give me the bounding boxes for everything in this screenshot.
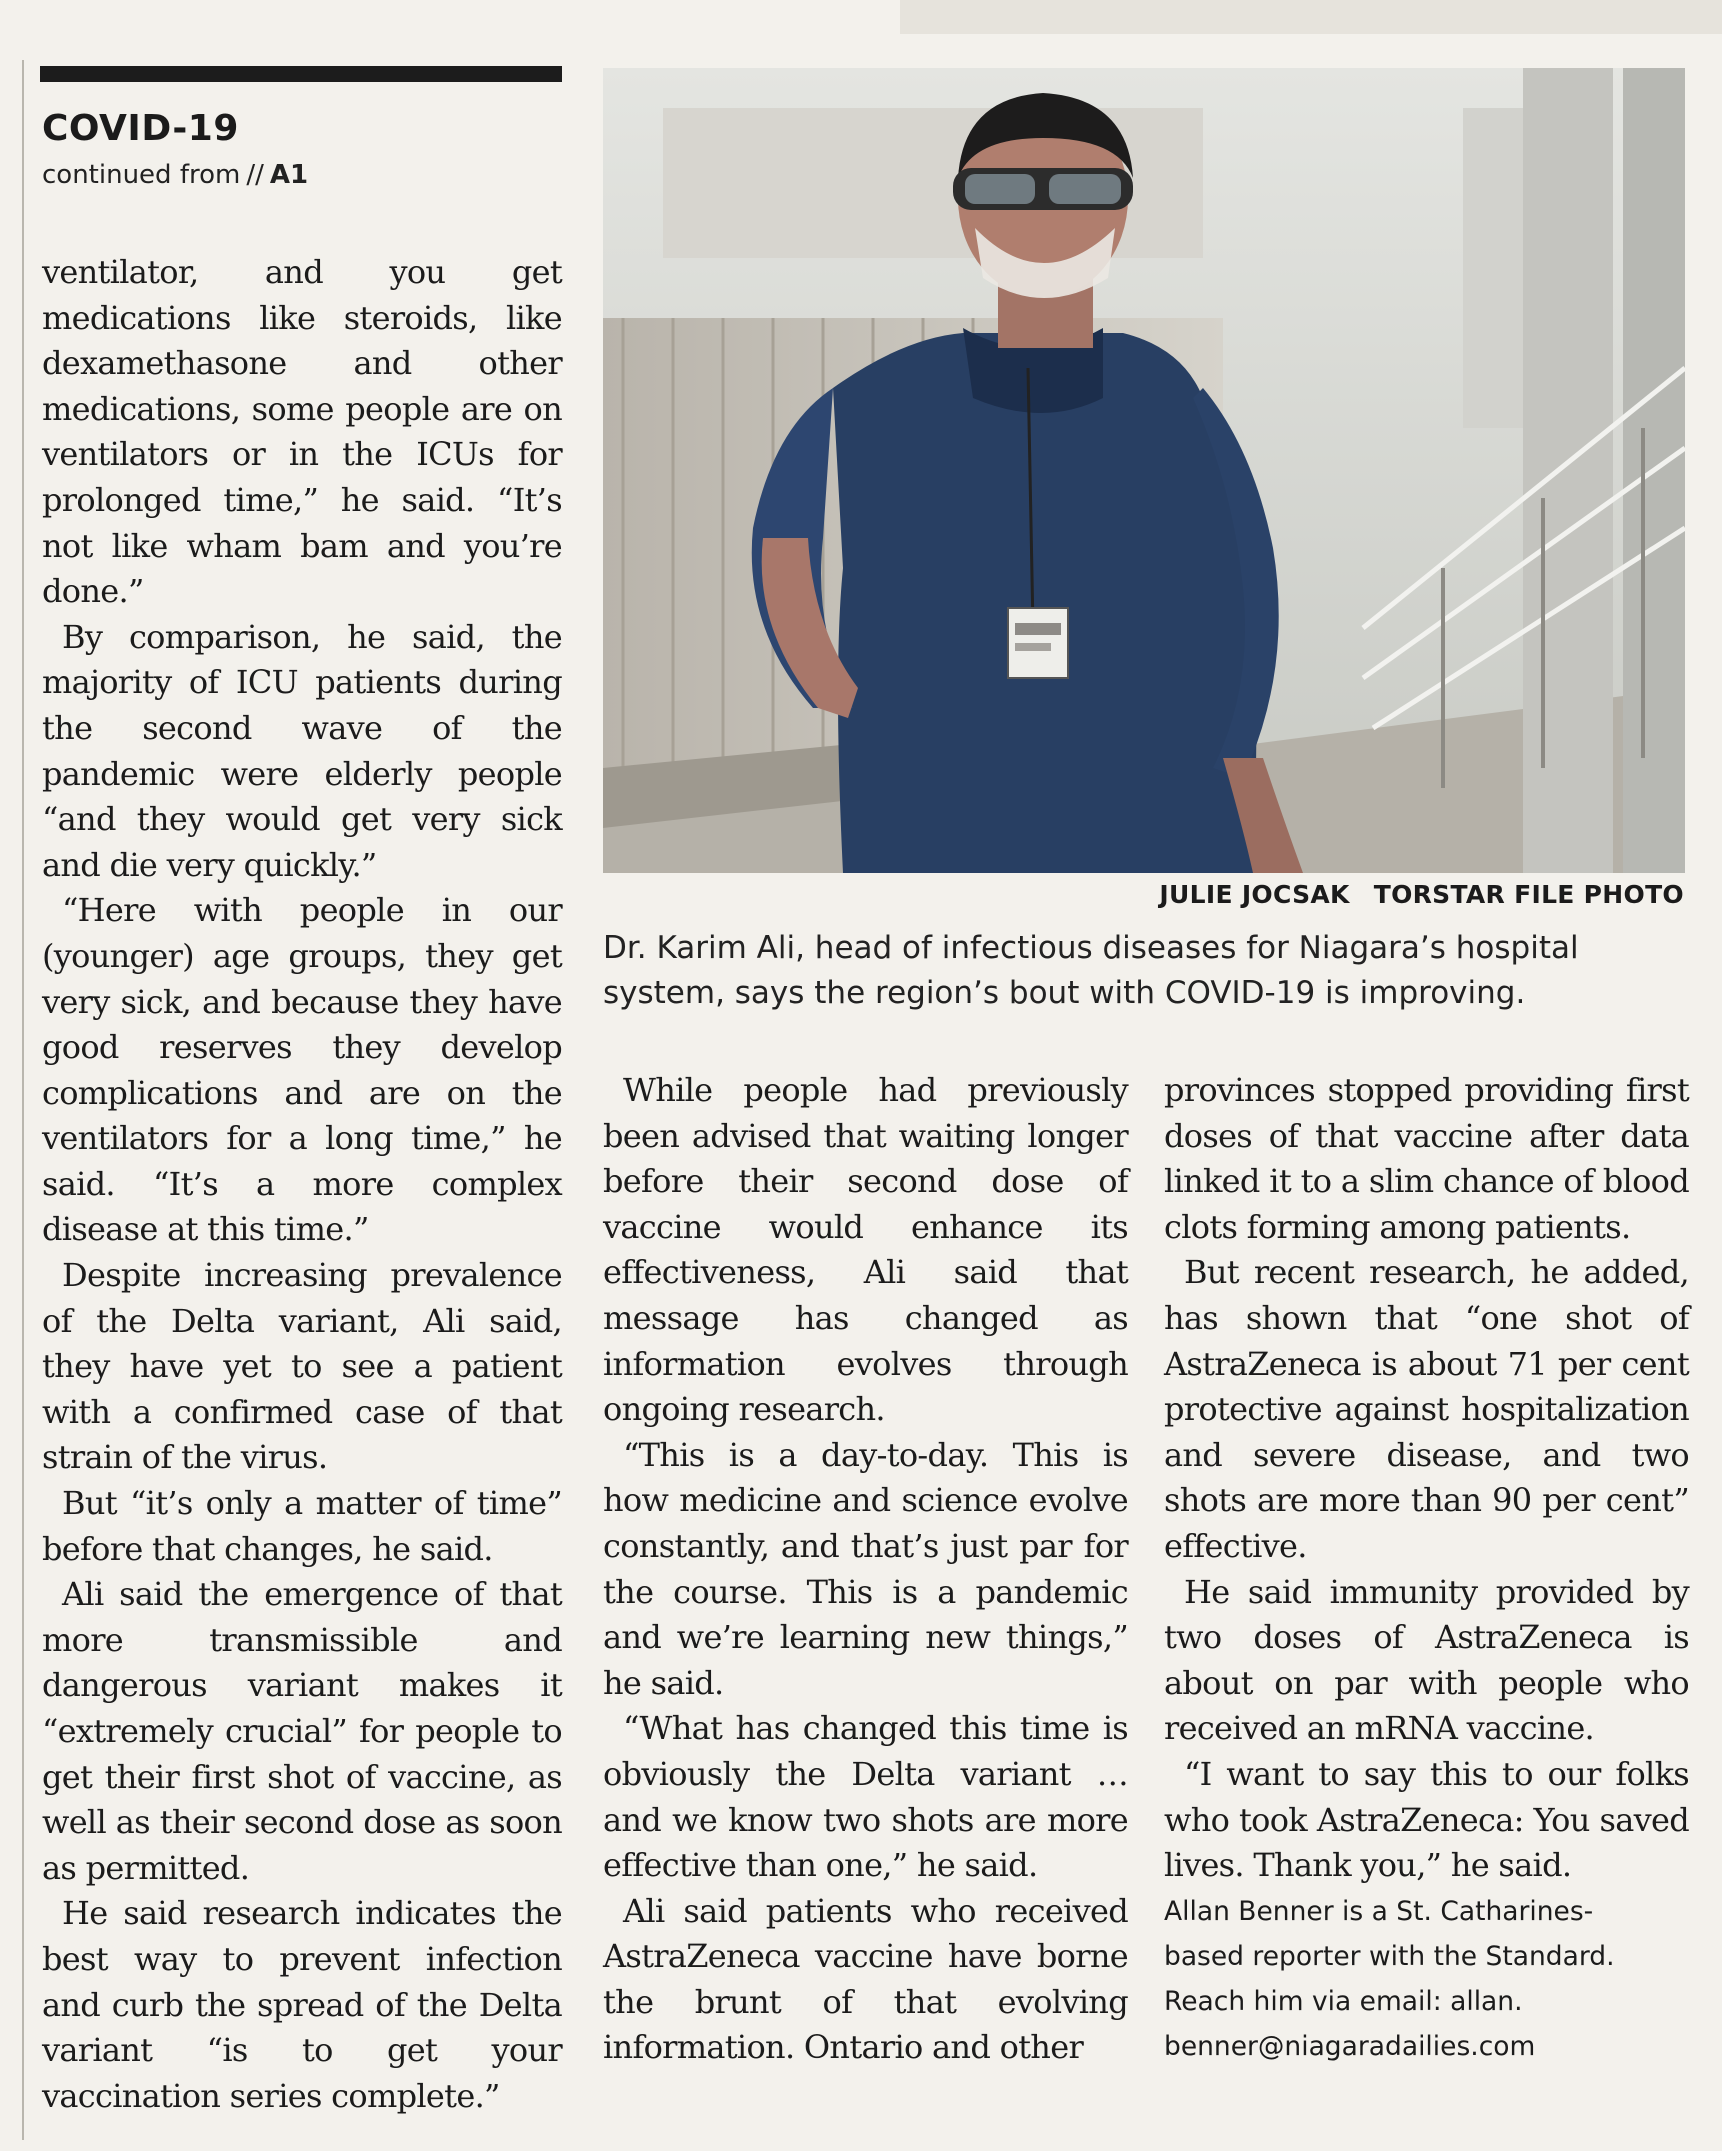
continued-page-ref: A1 bbox=[269, 160, 309, 190]
paragraph: He said research indicates the best way to prevent infection and curb the spread of the Delta variant “is to get your vaccination series complete.” bbox=[42, 1894, 562, 2115]
paragraph: Ali said the emergence of that more transmissible and dangerous variant makes it “extremely crucial” for people to get their first shot of vaccine, as well as their second dose as soon as permitted. bbox=[42, 1575, 562, 1887]
tagline-line: Reach him via email: allan. bbox=[1164, 1985, 1523, 2017]
photo-credit-photographer: JULIE JOCSAK bbox=[1159, 880, 1350, 909]
continued-separator: // bbox=[246, 160, 264, 190]
paragraph: He said immunity provided by two doses of AstraZeneca is about on par with people who received an mRNA vaccine. bbox=[1164, 1572, 1689, 1748]
paragraph: “I want to say this to our folks who took AstraZeneca: You saved lives. Thank you,” he said. bbox=[1164, 1754, 1689, 1885]
continued-label: continued from bbox=[42, 160, 241, 190]
column-rule bbox=[22, 60, 24, 2140]
paragraph: But “it’s only a matter of time” before that changes, he said. bbox=[42, 1484, 562, 1568]
article-column-2 bbox=[603, 1068, 1128, 2071]
paragraph: While people had previously been advised that waiting longer before their second dose of vaccine would enhance its effectiveness, Ali said that message has changed as information evolves through ongoing research. bbox=[603, 1071, 1128, 1429]
paragraph: “This is a day-to-day. This is how medicine and science evolve constantly, and that’s just par for the course. This is a pandemic and we’re learning new things,” he said. bbox=[603, 1435, 1128, 1702]
photo-caption: Dr. Karim Ali, head of infectious diseases for Niagara’s hospital system, says the region’s bout with COVID-19 is improving. bbox=[603, 930, 1579, 1011]
continued-from-line bbox=[42, 160, 308, 190]
paragraph: “What has changed this time is obviously the Delta variant … and we know two shots are more effective than one,” he said. bbox=[603, 1709, 1128, 1885]
paragraph: ventilator, and you get medications like steroids, like dexamethasone and other medications, some people are on ventilators or in the ICUs for prolonged time,” he said. “It’s not like wham bam and you’re done.” bbox=[42, 253, 562, 611]
tagline-line: based reporter with the Standard. bbox=[1164, 1940, 1615, 1972]
section-kicker: COVID-19 bbox=[42, 108, 239, 149]
paragraph: By comparison, he said, the majority of ICU patients during the second wave of the pandemic were elderly people “and they would get very sick and die very quickly.” bbox=[42, 617, 562, 884]
news-photo bbox=[603, 68, 1685, 873]
photo-credit bbox=[1159, 880, 1684, 909]
article-column-3 bbox=[1164, 1068, 1689, 2069]
paragraph: But recent research, he added, has shown that “one shot of AstraZeneca is about 71 per cent protective against hospitalization and severe disease, and two shots are more than 90 per cent” effective. bbox=[1164, 1253, 1689, 1565]
paragraph: “Here with people in our (younger) age groups, they get very sick, and because they have good reserves they develop complications and are on the ventilators for a long time,” he said. “It’s a more complex disease at this time.” bbox=[42, 891, 562, 1249]
section-rule bbox=[40, 66, 562, 82]
paragraph: Despite increasing prevalence of the Delta variant, Ali said, they have yet to see a patient with a confirmed case of that strain of the virus. bbox=[42, 1256, 562, 1477]
paragraph: Ali said patients who received AstraZeneca vaccine have borne the brunt of that evolving information. Ontario and other bbox=[603, 1891, 1128, 2067]
tagline-line: Allan Benner is a St. Catharines- bbox=[1164, 1895, 1594, 1927]
photo-credit-source: TORSTAR FILE PHOTO bbox=[1373, 880, 1684, 909]
paragraph: provinces stopped providing first doses of that vaccine after data linked it to a slim chance of blood clots forming among patients. bbox=[1164, 1071, 1689, 1246]
adjacent-page-edge bbox=[900, 0, 1722, 34]
article-column-1 bbox=[42, 250, 562, 2119]
author-email: benner@niagaradailies.com bbox=[1164, 2030, 1536, 2062]
doctor-photo-illustration bbox=[603, 68, 1685, 873]
author-tagline bbox=[1164, 1889, 1689, 2069]
